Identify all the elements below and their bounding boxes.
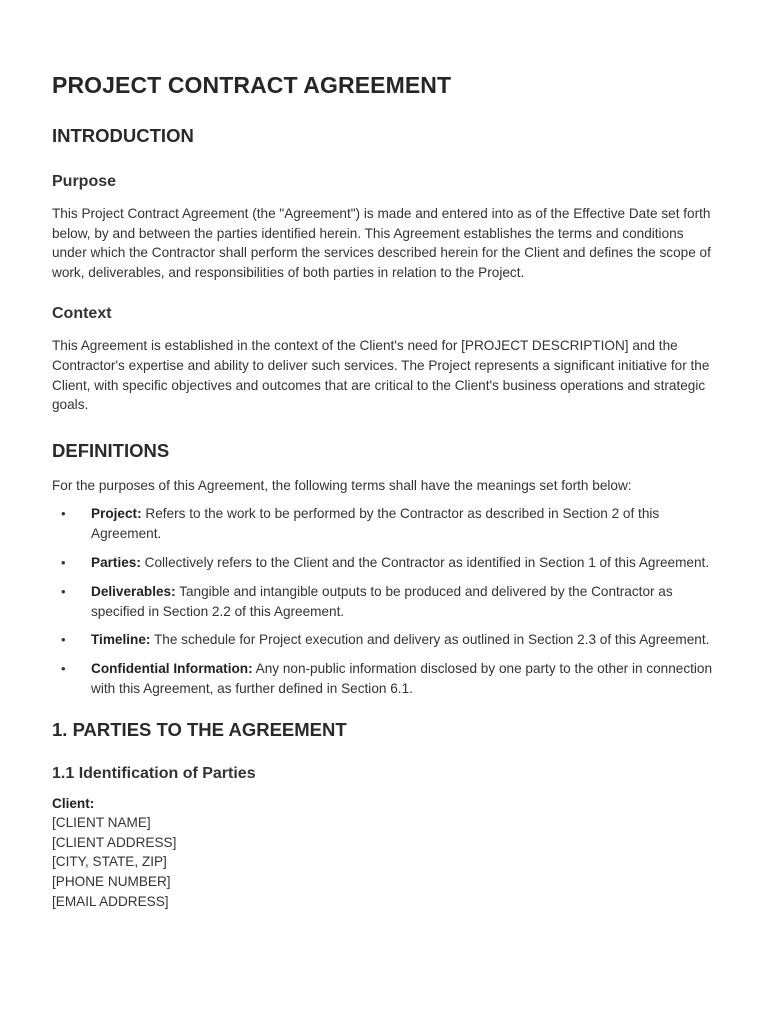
definition-item-parties xyxy=(52,553,714,573)
definitions-list xyxy=(52,504,714,698)
definition-item-confidential-information xyxy=(52,659,714,698)
definitions-heading: DEFINITIONS xyxy=(52,439,170,461)
definition-term: Timeline: xyxy=(91,632,151,648)
context-heading: Context xyxy=(52,305,112,323)
introduction-heading: INTRODUCTION xyxy=(52,125,194,146)
definition-text: Collectively refers to the Client and the Contractor as identified in Section 1 of this Agreement. xyxy=(140,554,710,570)
definition-term: Confidential Information: xyxy=(91,661,253,677)
purpose-heading: Purpose xyxy=(52,173,117,190)
definition-item-timeline xyxy=(52,630,714,650)
definition-text: The schedule for Project execution and delivery as outlined in Section 2.3 of this Agreement. xyxy=(150,632,710,648)
definition-term: Project: xyxy=(91,506,142,522)
client-city-state-zip: [CITY, STATE, ZIP] xyxy=(52,854,167,870)
parties-heading: 1. PARTIES TO THE AGREEMENT xyxy=(52,718,347,740)
client-phone: [PHONE NUMBER] xyxy=(52,874,171,890)
context-paragraph: This Agreement is established in the context of the Client's need for [PROJECT DESCRIPTION] and the Contractor's expertise and ability to deliver such services. The Project represents a significant initiative for the Client, with specific objectives and outcomes that are critical to the Client's business operations and strategic goals. xyxy=(52,338,710,413)
bullet-icon: • xyxy=(61,554,66,570)
definition-term: Deliverables: xyxy=(91,583,176,599)
bullet-icon: • xyxy=(61,632,66,648)
bullet-icon: • xyxy=(61,661,66,677)
bullet-icon: • xyxy=(61,583,66,599)
client-address: [CLIENT ADDRESS] xyxy=(52,834,177,850)
client-block xyxy=(52,794,714,912)
client-label: Client: xyxy=(52,795,95,811)
definition-text: Refers to the work to be performed by the Contractor as described in Section 2 of this Agreement. xyxy=(91,506,660,541)
purpose-paragraph: This Project Contract Agreement (the "Agreement") is made and entered into as of the Effective Date set forth below, by and between the parties identified herein. This Agreement establishes the terms and conditions under which the Contractor shall perform the services described herein for the Client and defines the scope of work, deliverables, and responsibilities of both parties in relation to the Project. xyxy=(52,206,711,280)
definition-text: Tangible and intangible outputs to be produced and delivered by the Contractor as specified in Section 2.2 of this Agreement. xyxy=(91,583,673,619)
document-title: PROJECT CONTRACT AGREEMENT xyxy=(52,72,452,98)
bullet-icon: • xyxy=(61,506,66,522)
definition-text: Any non-public information disclosed by one party to the other in connection with this Agreement, as further defined in Section 6.1. xyxy=(91,661,713,697)
definition-item-deliverables xyxy=(52,582,714,621)
client-name: [CLIENT NAME] xyxy=(52,815,151,831)
client-email: [EMAIL ADDRESS] xyxy=(52,893,169,909)
definitions-intro: For the purposes of this Agreement, the following terms shall have the meanings set forth below: xyxy=(52,477,632,493)
definition-term: Parties: xyxy=(91,554,141,570)
identification-heading: 1.1 Identification of Parties xyxy=(52,764,256,782)
definition-item-project xyxy=(52,504,714,543)
